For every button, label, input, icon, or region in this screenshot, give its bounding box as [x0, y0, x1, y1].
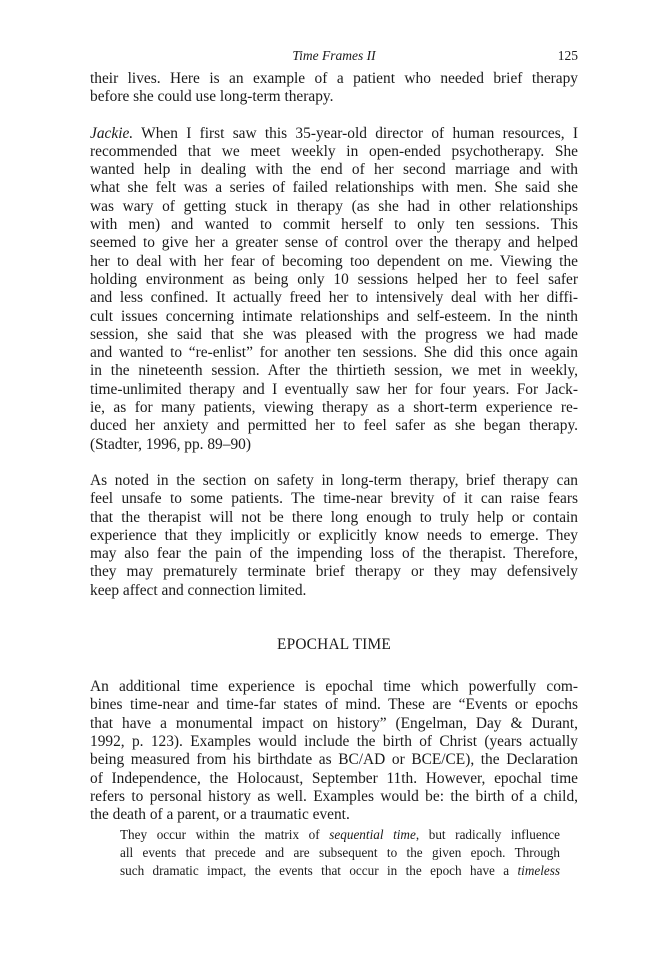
text-line: keep affect and connection limited.: [90, 581, 307, 599]
block-quote: [120, 826, 560, 879]
book-page: [90, 48, 578, 879]
quote-line: [120, 862, 560, 880]
text-line: As noted in the section on safety in long-term therapy, brief therapy can: [90, 471, 578, 489]
text-line: being measured from his birthdate as BC/AD or BCE/CE), the Declaration: [90, 751, 578, 769]
text-line: bines time-near and time-far states of mind. These are “Events or epochs: [90, 696, 578, 714]
text-line: duced her anxiety and permitted her to feel safer as she began therapy.: [90, 417, 578, 435]
text-line: experience that they implicitly or explicitly know needs to emerge. They: [90, 526, 578, 544]
case-name: Jackie.: [90, 124, 134, 142]
quote-line: all events that precede and are subsequent to the given epoch. Through: [120, 844, 560, 860]
quote-text: such dramatic impact, the events that occur in the epoch have a: [120, 862, 518, 878]
text-line: was wary of getting stuck in therapy (as she had in other relationships: [90, 197, 578, 215]
text-line: they may prematurely terminate brief therapy or they may defensively: [90, 563, 578, 581]
text-line: wanted help in dealing with the end of her second marriage and with: [90, 161, 578, 179]
text-line: holding environment as being only 10 sessions helped her to feel safer: [90, 270, 578, 288]
text-line: An additional time experience is epochal time which powerfully com-: [90, 678, 578, 696]
text-line: that the therapist will not be there long enough to truly help or contain: [90, 508, 578, 526]
text-line: ie, as for many patients, viewing therapy as a short-term experience re-: [90, 399, 578, 417]
text-line: [90, 125, 578, 143]
text-line: what she felt was a series of failed relationships with men. She said she: [90, 179, 578, 197]
text-line: time-unlimited therapy and I eventually saw her for four years. For Jack-: [90, 380, 578, 398]
case-study-jackie: [90, 125, 578, 454]
paragraph-brief-therapy: [90, 472, 578, 600]
text-line: feel unsafe to some patients. The time-near brevity of it can raise fears: [90, 490, 578, 508]
text-line: with men) and wanted to commit herself to only ten sessions. This: [90, 216, 578, 234]
quote-text: , but radically influence: [415, 827, 560, 843]
text-line: session, she said that she was pleased with the progress we had made: [90, 325, 578, 343]
case-line-text: When I first saw this 35-year-old director of human resources, I: [133, 124, 578, 142]
paragraph-intro: [90, 70, 578, 107]
text-line: her to deal with her fear of becoming too dependent on me. Viewing the: [90, 252, 578, 270]
text-line: of Independence, the Holocaust, September 11th. However, epochal time: [90, 769, 578, 787]
quote-emphasis: timeless: [517, 862, 560, 878]
quote-line: [120, 826, 560, 844]
text-line: may also fear the pain of the impending loss of the therapist. Therefore,: [90, 545, 578, 563]
quote-text: They occur within the matrix of: [120, 827, 330, 843]
text-line: the death of a parent, or a traumatic event.: [90, 806, 350, 824]
text-line: recommended that we meet weekly in open-ended psychotherapy. She: [90, 142, 578, 160]
paragraph-epochal-time: [90, 678, 578, 824]
text-line: in the nineteenth session. After the thirtieth session, we met in weekly,: [90, 362, 578, 380]
text-line: before she could use long-term therapy.: [90, 88, 334, 106]
page-number: 125: [557, 48, 578, 63]
text-line: cult issues concerning intimate relationships and self-esteem. In the ninth: [90, 307, 578, 325]
text-line: (Stadter, 1996, pp. 89–90): [90, 435, 251, 453]
quote-emphasis: sequential time: [329, 827, 416, 843]
text-line: refers to personal history as well. Examples would be: the birth of a child,: [90, 787, 578, 805]
text-line: that have a monumental impact on history” (Engelman, Day & Durant,: [90, 714, 578, 732]
text-line: 1992, p. 123). Examples would include the birth of Christ (years actually: [90, 732, 578, 750]
text-line: seemed to give her a greater sense of control over the therapy and helped: [90, 234, 578, 252]
text-line: and wanted to “re-enlist” for another ten sessions. She did this once again: [90, 344, 578, 362]
section-heading: EPOCHAL TIME: [277, 636, 391, 654]
running-title: Time Frames II: [292, 48, 376, 63]
text-line: their lives. Here is an example of a patient who needed brief therapy: [90, 70, 578, 87]
text-line: and less confined. It actually freed her to intensively deal with her diffi-: [90, 289, 578, 307]
running-head: [90, 48, 578, 70]
